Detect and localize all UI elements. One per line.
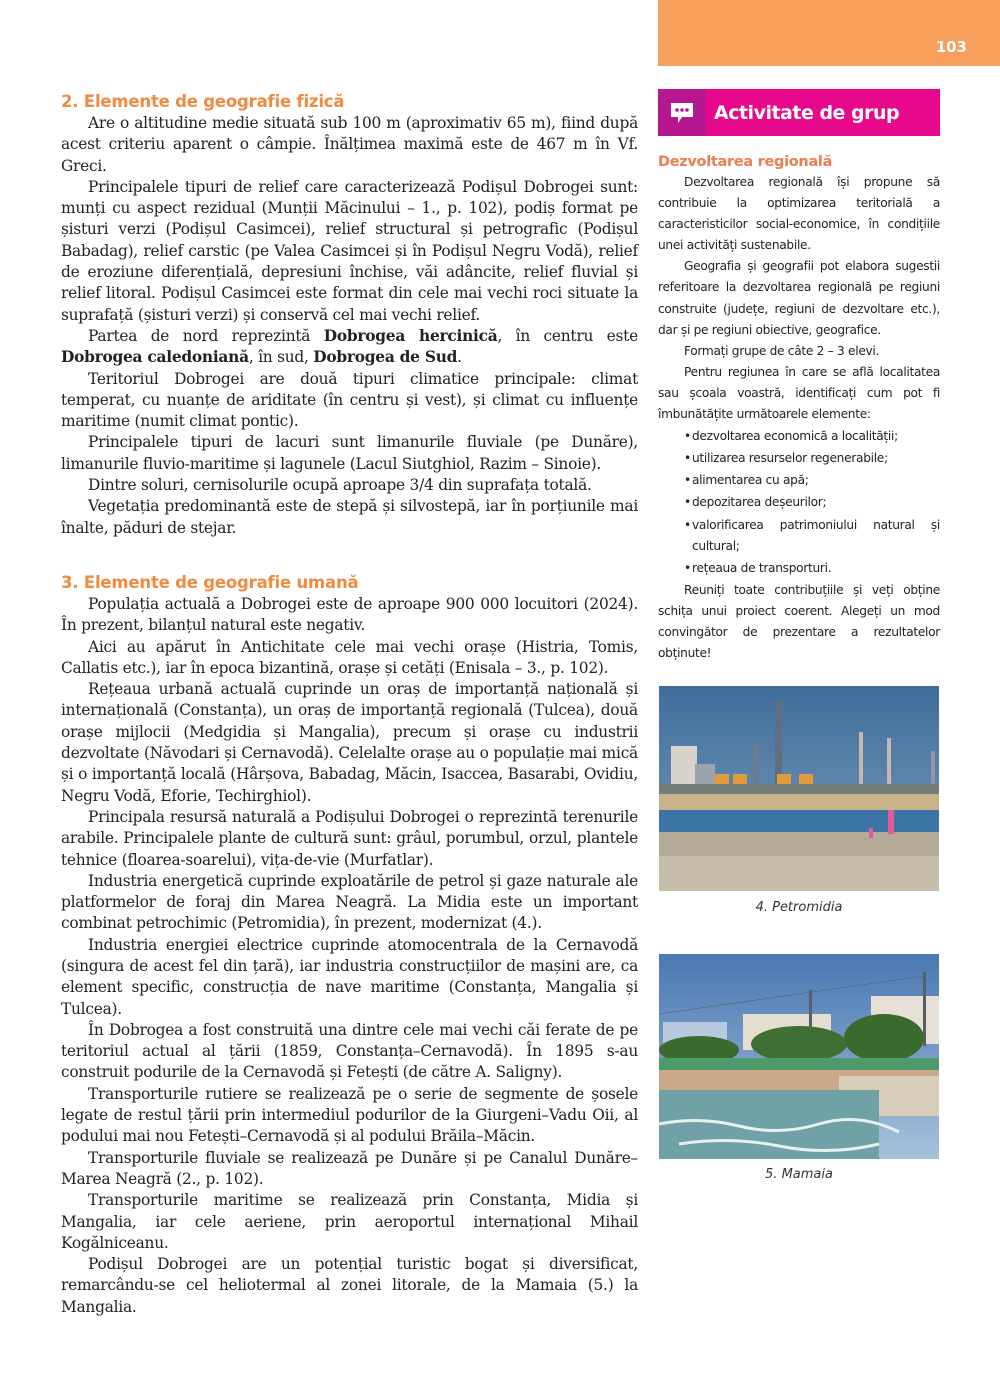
bold-term: Dobrogea hercinică — [323, 326, 498, 345]
speech-bubble-icon — [658, 89, 706, 136]
text: Partea de nord reprezintă — [88, 326, 324, 345]
activity-title: Activitate de grup — [714, 101, 900, 124]
bold-term: Dobrogea de Sud — [313, 348, 458, 367]
figure-caption: 4. Petromidia — [755, 900, 843, 915]
list-item: • depozitarea deșeurilor; — [684, 492, 940, 513]
paragraph-regions — [61, 326, 638, 369]
photo-mamaia — [659, 954, 939, 1159]
list-item: • dezvoltarea economică a localității; — [684, 426, 940, 447]
activity-header — [658, 89, 940, 136]
task-list — [658, 426, 940, 579]
paragraph: Industria energiei electrice cuprinde atomocentrala de la Cernavodă (singura de acest fel din țară), iar industria construcțiilor de mașini are, ca element specific, construcția de nave maritime (Constanța, Mangalia și Tulcea). — [61, 935, 638, 1018]
paragraph: Formați grupe de câte 2 – 3 elevi. — [684, 343, 880, 358]
section-title-physical-geography: 2. Elemente de geografie fizică — [61, 92, 345, 111]
activity-body — [658, 152, 940, 664]
section-title-human-geography: 3. Elemente de geografie umană — [61, 572, 359, 592]
page-header-band — [658, 0, 1000, 66]
paragraph: Principalele tipuri de lacuri sunt limanurile fluviale (pe Dunăre), limanurile fluvio-maritime și lagunele (Lacul Siutghiol, Razim – Sinoie). — [61, 433, 638, 473]
list-item: • valorificarea patrimoniului natural și cultural; — [684, 515, 940, 557]
paragraph: Populația actuală a Dobrogei este de aproape 900 000 locuitori (2024). În prezent, bilanțul natural este negativ. — [61, 594, 638, 635]
paragraph: Dezvoltarea regională își propune să contribuie la optimizarea teritorială a caracteristicilor social-economice, în condițiile unei activități sustenabile. — [658, 175, 940, 253]
paragraph: Vegetația predominantă este de stepă și silvostepă, iar în porțiunile mai înalte, păduri de stejar. — [61, 497, 638, 537]
paragraph: Transporturile rutiere se realizează pe o serie de segmente de șosele legate de restul țării prin intermediul podurilor de la Giurgeni–Vadu Oii, al podului mai nou Fetești–Cernavodă și al podului Brăila–Măcin. — [61, 1084, 638, 1146]
paragraph: Principalele tipuri de relief care caracterizează Podișul Dobrogei sunt: munți cu aspect rezidual (Munții Măcinului – 1., p. 102), podiș format pe șisturi verzi (Podișul Casimcei), relief structural și petrografic (Podișul Babadag), relief carstic (pe Valea Casimcei și în Podișul Negru Vodă), relief de eroziune diferențială, depresiuni închise, văi adâncite, relief fluvial și relief litoral. Podișul Casimcei este format din cele mai vechi roci situate la suprafață (șisturi verzi) și conservă cel mai vechi relief. — [61, 177, 638, 324]
paragraph: Pentru regiunea în care se află localitatea sau școala voastră, identificați cum pot fi îmbunătățite următoarele elemente: — [658, 364, 940, 422]
paragraph: Teritoriul Dobrogei are două tipuri climatice principale: climat temperat, cu nuanțe de ariditate (în centru și vest), și climat cu influențe maritime (numit climat pontic). — [61, 369, 638, 431]
paragraph: Principala resursă naturală a Podișului Dobrogei o reprezintă terenurile arabile. Principalele plante de cultură sunt: grâul, porumbul, orzul, plantele tehnice (floarea-soarelui), vița-de-vie (Murfatlar). — [61, 807, 638, 869]
page-number: 103 — [935, 38, 967, 56]
text: . — [457, 348, 462, 367]
bold-term: Dobrogea caledoniană — [61, 348, 249, 367]
paragraph: Podișul Dobrogei are un potențial turistic bogat și diversificat, remarcându-se cel heliotermal al zonei litorale, de la Mamaia (5.) la Mangalia. — [61, 1255, 638, 1316]
figure-caption: 5. Mamaia — [765, 1167, 833, 1182]
paragraph: Dintre soluri, cernisolurile ocupă aproape 3/4 din suprafața totală. — [88, 476, 592, 495]
activity-subtitle: Dezvoltarea regională — [658, 154, 833, 170]
paragraph: Are o altitudine medie situată sub 100 m (aproximativ 65 m), fiind după acest criteriu aparent o câmpie. Înălțimea maximă este de 467 m în Vf. Greci. — [61, 114, 638, 175]
text: , în sud, — [248, 348, 314, 367]
text: , în centru este — [497, 326, 638, 345]
paragraph: Rețeaua urbană actuală cuprinde un oraș de importanță națională și internațională (Constanța), un oraș de importanță regională (Tulcea), două orașe mijlocii (Medgidia și Mangalia), precum și orașe cu industrii dezvoltate (Năvodari și Cernavodă). Celelalte orașe au o populație mai mică și o importanță locală (Hârșova, Babadag, Măcin, Isaccea, Basarabi, Ovidiu, Negru Vodă, Eforie, Techirghiol). — [61, 680, 638, 805]
paragraph: Transporturile fluviale se realizează pe Dunăre și pe Canalul Dunăre–Marea Neagră (2., p. 102). — [61, 1148, 638, 1188]
paragraph-closing: Reuniți toate contribuțiile și veți obține schița unui proiect coerent. Alegeți un mod convingător de prezentare a rezultatelor obținute! — [658, 582, 940, 661]
paragraph: Geografia și geografii pot elabora sugestii referitoare la dezvoltarea regională pe regiuni construite (județe, regiuni de dezvoltare etc.), dar și pe regiuni obiective, geografice. — [658, 259, 940, 337]
list-item: • rețeaua de transporturi. — [684, 558, 940, 579]
paragraph: Aici au apărut în Antichitate cele mai vechi orașe (Histria, Tomis, Callatis etc.), iar în epoca bizantină, orașe și cetăți (Enisala – 3., p. 102). — [61, 637, 638, 677]
main-column — [61, 91, 638, 1318]
paragraph: Industria energetică cuprinde exploatările de petrol și gaze naturale ale platformelor de foraj din Marea Neagră. La Midia este un important combinat petrochimic (Petromidia), în prezent, modernizat (4.). — [61, 871, 638, 933]
list-item: • alimentarea cu apă; — [684, 470, 940, 491]
list-item: • utilizarea resurselor regenerabile; — [684, 448, 940, 469]
activity-sidebar — [658, 89, 940, 664]
photo-petromidia — [659, 686, 939, 891]
paragraph: În Dobrogea a fost construită una dintre cele mai vechi căi ferate de pe teritoriul actual al țării (1859, Constanța–Cernavodă). În 1895 s-au construit podurile de la Cernavodă și Fetești (de către A. Saligny). — [61, 1020, 638, 1082]
paragraph: Transporturile maritime se realizează prin Constanța, Midia și Mangalia, iar cele aeriene, prin aeroportul internațional Mihail Kogălniceanu. — [61, 1191, 638, 1252]
